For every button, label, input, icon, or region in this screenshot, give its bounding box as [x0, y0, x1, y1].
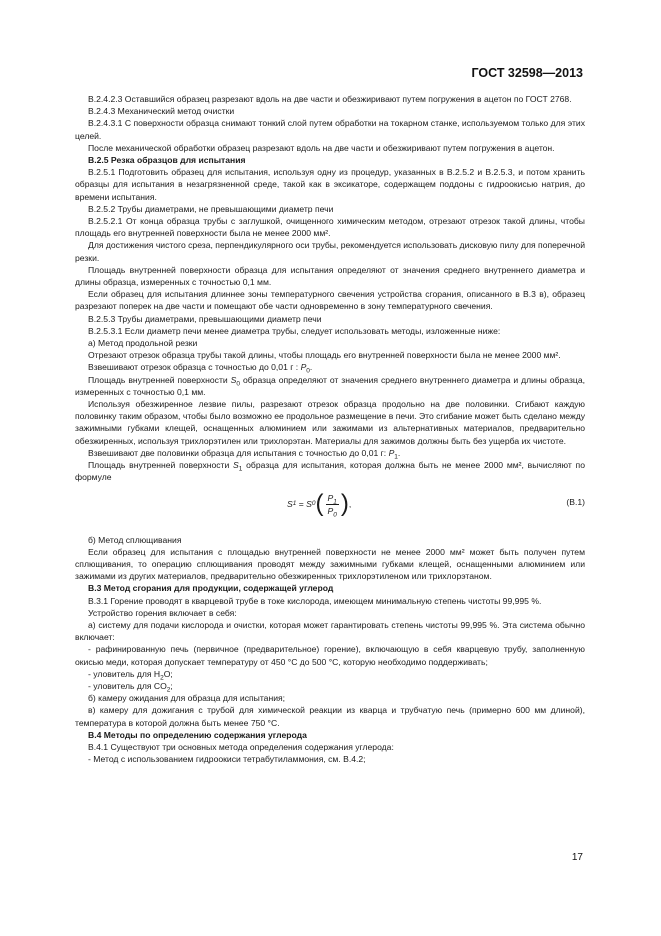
- paragraph: [75, 374, 585, 398]
- standard-header: ГОСТ 32598—2013: [471, 66, 583, 80]
- text-run: - уловитель для CO: [88, 680, 167, 691]
- paragraph: Для достижения чистого среза, перпендикулярного оси трубы, рекомендуется использовать дисковую пилу для поперечной резки.: [75, 240, 585, 263]
- page-number: 17: [571, 852, 583, 863]
- paragraph: Если образец для испытания с площадью внутренней поверхности не менее 2000 мм² может быть получен путем сплющивания, то операцию сплющивания проводят между зажимными губками клещей, оснащенными алюминием или зажимами из других материалов, предварительно обезжиренных трихлорэтиленом или трихлорэтаном.: [75, 546, 585, 582]
- section-heading: В.2.5 Резка образцов для испытания: [88, 155, 246, 166]
- paragraph: Площадь внутренней поверхности образца для испытания определяют от значения среднего внутреннего диаметра и длины образца, измеренных с точностью 0,1 мм.: [75, 264, 585, 288]
- paragraph: В.2.4.3 Механический метод очистки: [88, 106, 235, 117]
- paragraph: В.4.1 Существуют три основных метода определения содержания углерода:: [88, 741, 394, 752]
- subscript: 0: [236, 380, 241, 388]
- formula-block: [75, 486, 585, 532]
- paragraph: В.2.5.3.1 Если диаметр печи менее диаметра трубы, следует использовать методы, изложенные ниже:: [88, 325, 501, 336]
- paragraph: После механической обработки образец разрезают вдоль на две части и обезжиривают путем погружения в ацетон.: [88, 142, 555, 153]
- text-run: Взвешивают две половинки образца для испытания с точностью до 0,01 г:: [88, 447, 389, 458]
- text-run: Площадь внутренней поверхности: [88, 374, 231, 385]
- paragraph: В.2.5.2 Трубы диаметрами, не превышающими диаметр печи: [88, 203, 334, 214]
- left-paren: (: [315, 490, 324, 518]
- variable: S: [233, 460, 239, 471]
- subscript: 1: [394, 453, 398, 461]
- fraction-numerator: [326, 492, 339, 505]
- page-body: [75, 93, 585, 765]
- text-run: .: [397, 447, 401, 458]
- equation-number: (В.1): [566, 496, 585, 507]
- text-run: .: [309, 362, 313, 373]
- section-heading: В.3 Метод сгорания для продукции, содержащей углерод: [88, 583, 334, 594]
- subscript: 2: [160, 674, 164, 682]
- section-heading: В.4 Методы по определению содержания углерода: [88, 729, 307, 740]
- formula-lhs: S: [287, 499, 293, 510]
- fraction: [326, 492, 339, 517]
- variable: P: [388, 447, 395, 458]
- paragraph: [75, 668, 585, 680]
- numerator-var: P: [327, 492, 334, 503]
- paragraph: В.2.4.2.3 Оставшийся образец разрезают вдоль на две части и обезжиривают путем погружения в ацетон по ГОСТ 2768.: [88, 94, 572, 104]
- subscript: 2: [166, 686, 171, 694]
- paragraph: В.2.5.2.1 От конца образца трубы с заглушкой, очищенного химическим методом, отрезают отрезок такой длины, чтобы площадь его внутренней поверхности была не менее 2000 мм².: [75, 216, 585, 239]
- paragraph: - рафинированную печь (первичное (предварительное) горение), включающую в себя кварцевую трубу, заполненную окисью меди, которая допускает температуру от 450 °С до 500 °С, которую необходимо поддерживать;: [75, 644, 585, 667]
- paragraph: Используя обезжиренное лезвие пилы, разрезают отрезок образца продольно на две половинки. Сгибают каждую половинку таким образом, чтобы было возможно ее продольное размещение в печи. Это сгибание может быть сделано между зажимными губками клещей, оснащенных алюминием или зажимами из альтернативных материалов, предварительно обезжиренных, используя трихлорэтилен или трихлорэтан. Материалы для зажимов должны быть без ущерба их чистоте.: [75, 399, 585, 446]
- paragraph: В.2.5.1 Подготовить образец для испытания, используя одну из процедур, указанных в В.2.5.2 и В.2.5.3, и потом хранить образцы для испытания в незагрязненной среде, такой как в эксикаторе, содержащем поддоны с гидроокисью натрия, до времени испытания.: [75, 167, 585, 202]
- subscript: 1: [333, 498, 337, 506]
- paragraph: В.2.5.3 Трубы диаметрами, превышающими диаметр печи: [88, 313, 322, 324]
- paragraph: Устройство горения включает в себя:: [88, 607, 237, 618]
- text-run: образца для испытания, которая должна быть не менее 2000 мм², вычисляют по формуле: [75, 460, 585, 483]
- denominator-var: P: [327, 505, 334, 516]
- paragraph: - Метод с использованием гидроокиси тетрабутиламмония, см. В.4.2;: [88, 754, 366, 765]
- paragraph: [75, 459, 585, 483]
- paragraph: а) Метод продольной резки: [88, 338, 198, 349]
- paragraph: В.2.4.3.1 С поверхности образца снимают тонкий слой путем обработки на токарном станке, используемом только для этих целей.: [75, 118, 585, 141]
- subscript: 0: [333, 511, 337, 519]
- variable: S: [230, 374, 237, 385]
- text-run: Взвешивают отрезок образца с точностью до 0,01 г :: [88, 362, 301, 373]
- subscript: 1: [238, 465, 243, 473]
- subscript: 0: [306, 368, 310, 376]
- paragraph: б) камеру ожидания для образца для испытания;: [88, 693, 286, 704]
- paragraph: [75, 680, 585, 692]
- paragraph: Если образец для испытания длиннее зоны температурного свечения устройства сгорания, описанного в В.3 в), образец разрезают поперек на две части и помещают обе части одновременно в зону температурного свечения.: [75, 289, 585, 312]
- text-run: Площадь внутренней поверхности: [88, 460, 234, 471]
- fraction-denominator: [328, 505, 337, 517]
- text-run: - уловитель для H: [88, 668, 161, 679]
- paragraph: [75, 361, 585, 376]
- right-paren: ): [340, 490, 349, 518]
- formula-s0: S: [306, 499, 312, 510]
- formula-equals: =: [296, 499, 307, 510]
- formula-tail: ,: [348, 499, 352, 510]
- paragraph: в) камеру для дожигания с трубой для химической реакции из кварца и трубчатую печь (примерно 600 мм длиной), температура в которой должна быть менее 750 °С.: [75, 705, 585, 728]
- paragraph: [75, 447, 585, 459]
- text-run: O;: [163, 668, 173, 679]
- paragraph: б) Метод сплющивания: [88, 534, 182, 545]
- paragraph: В.3.1 Горение проводят в кварцевой трубе в токе кислорода, имеющем минимальную степень чистоты 99,995 %.: [88, 595, 542, 606]
- formula: S 1 = S 0 ( $\frac{P_1}{P_0}$ ) ,: [287, 490, 352, 519]
- text-run: образца определяют от значения среднего внутреннего диаметра и длины образца, измеренных с точностью 0,1 мм.: [75, 374, 585, 397]
- paragraph: Отрезают отрезок образца трубы такой длины, чтобы площадь его внутренней поверхности была не менее 2000 мм².: [88, 350, 561, 361]
- text-run: ;: [170, 680, 173, 691]
- paragraph: а) систему для подачи кислорода и очистки, которая может гарантировать степень чистоты 99,995 %. Эта система обычно включает:: [75, 619, 585, 643]
- variable: P: [300, 362, 307, 373]
